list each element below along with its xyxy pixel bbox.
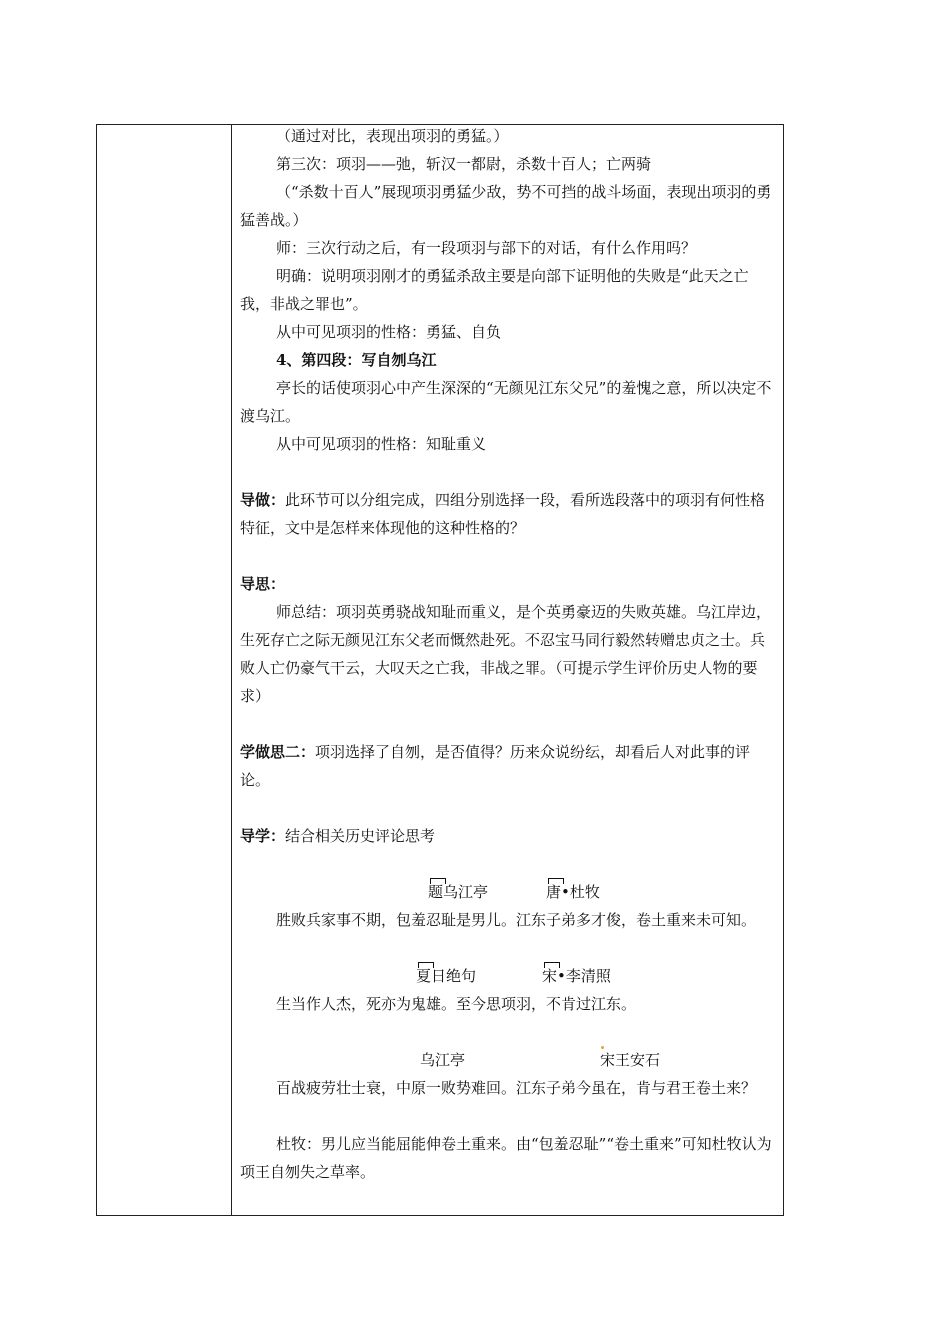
- phonetic-bracket-icon: [418, 962, 434, 968]
- table-column-divider: [231, 124, 232, 1216]
- poem-body: 胜败兵家事不期，包羞忍耻是男儿。江东子弟多才俊，卷土重来未可知。: [276, 911, 757, 929]
- poem-body: 生当作人杰，死亦为鬼雄。至今思项羽，不肯过江东。: [276, 995, 637, 1013]
- poem-title: 乌江亭: [420, 1051, 466, 1069]
- poem-header: [240, 878, 772, 906]
- lesson-content: [240, 122, 772, 1186]
- paragraph: （通过对比，表现出项羽的勇猛。）: [276, 127, 509, 145]
- daoxue-label: 导学：: [240, 827, 286, 845]
- phonetic-bracket-icon: [544, 962, 560, 968]
- xuezuo-paragraph: [240, 738, 772, 794]
- paragraph: 明确：说明项羽刚才的勇猛杀敌主要是向部下证明他的失败是“此天之亡我，非战之罪也”。: [240, 267, 749, 313]
- xuezuo-text: 项羽选择了自刎，是否值得？历来众说纷纭，却看后人对此事的评论。: [240, 743, 751, 789]
- daoxue-text: 结合相关历史评论思考: [285, 827, 436, 845]
- paragraph: 从中可见项羽的性格：勇猛、自负: [276, 323, 502, 341]
- daosi-label: 导思：: [240, 575, 286, 593]
- paragraph: 师：三次行动之后，有一段项羽与部下的对话，有什么作用吗？: [276, 239, 697, 257]
- phonetic-bracket-icon: [430, 878, 446, 884]
- poem-title: 夏日绝句: [416, 967, 477, 985]
- daozuo-paragraph: [240, 486, 772, 542]
- daozuo-label: 导做：: [240, 491, 286, 509]
- paragraph: （“杀数十百人”展现项羽勇猛少敌，势不可挡的战斗场面，表现出项羽的勇猛善战。）: [240, 183, 772, 229]
- phonetic-bracket-icon: [548, 878, 564, 884]
- poem-body: 百战疲劳壮士衰，中原一败势难回。江东子弟今虽在，肯与君王卷土来？: [276, 1079, 757, 1097]
- poem-author: 宋•李清照: [542, 967, 611, 985]
- poem-title: 题乌江亭: [428, 883, 489, 901]
- daoxue-paragraph: [240, 822, 772, 850]
- poem-author: 唐•杜牧: [546, 883, 600, 901]
- paragraph: 从中可见项羽的性格：知耻重义: [276, 435, 487, 453]
- dumu-comment: 杜牧：男儿应当能屈能伸卷土重来。由“包羞忍耻”“卷土重来”可知杜牧认为项王自刎失之草率。: [240, 1135, 772, 1181]
- daozuo-text: 此环节可以分组完成，四组分别选择一段，看所选段落中的项羽有何性格特征，文中是怎样来体现他的这种性格的？: [240, 491, 766, 537]
- section-heading: 4、第四段：写自刎乌江: [276, 351, 437, 369]
- poem-header: [240, 1046, 772, 1074]
- poem-author: 宋王安石: [600, 1051, 661, 1069]
- poem-header: [240, 962, 772, 990]
- daosi-text: 师总结：项羽英勇骁战知耻而重义，是个英勇豪迈的失败英雄。乌江岸边，生死存亡之际无颜见江东父老而慨然赴死。不忍宝马同行毅然转赠忠贞之士。兵败人亡仍豪气干云，大叹天之亡我，非战之罪。（可提示学生评价历史人物的要求）: [240, 603, 772, 705]
- paragraph: 亭长的话使项羽心中产生深深的“无颜见江东父兄”的羞愧之意，所以决定不渡乌江。: [240, 379, 772, 425]
- xuezuo-label: 学做思二：: [240, 743, 316, 761]
- paragraph: 第三次：项羽——弛，斩汉一都尉，杀数十百人；亡两骑: [276, 155, 652, 173]
